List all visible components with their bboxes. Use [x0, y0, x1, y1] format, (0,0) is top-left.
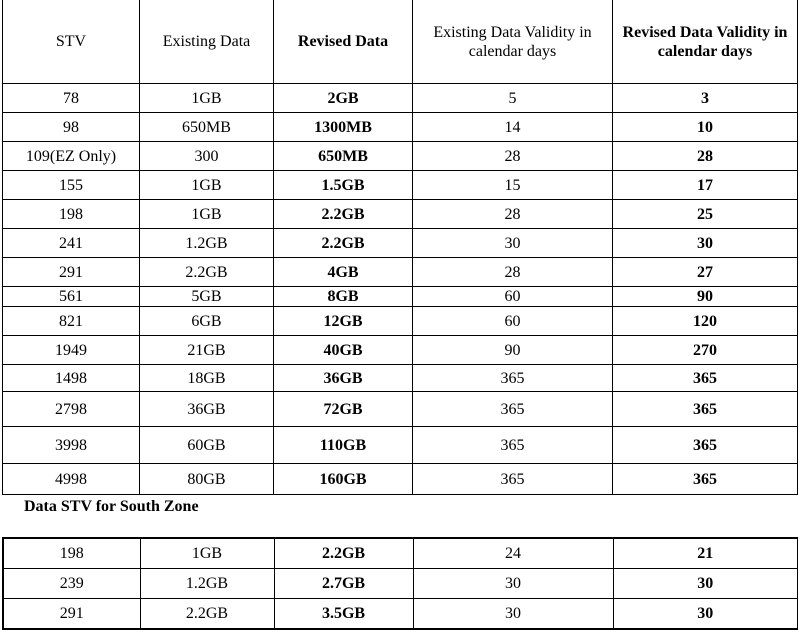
revised-validity-cell: 10	[613, 113, 798, 142]
stv-cell: 198	[3, 200, 140, 229]
revised-data-cell: 650MB	[274, 142, 413, 171]
existing-validity-cell: 365	[413, 464, 613, 495]
stv-cell: 98	[3, 113, 140, 142]
existing-validity-cell: 30	[413, 229, 613, 258]
table-row	[3, 287, 798, 307]
existing-data-cell: 21GB	[140, 336, 274, 365]
revised-data-cell: 2.2GB	[274, 538, 413, 569]
existing-data-cell: 650MB	[140, 113, 274, 142]
existing-data-cell: 36GB	[140, 392, 274, 427]
existing-data-cell: 1GB	[140, 200, 274, 229]
revised-data-cell: 40GB	[274, 336, 413, 365]
existing-validity-cell: 24	[413, 538, 613, 569]
stv-cell: 4998	[3, 464, 140, 495]
stv-cell: 3998	[3, 427, 140, 464]
revised-validity-cell: 120	[613, 307, 798, 336]
table-row	[3, 336, 798, 365]
revised-data-cell: 8GB	[274, 287, 413, 307]
existing-data-cell: 300	[140, 142, 274, 171]
revised-data-cell: 12GB	[274, 307, 413, 336]
revised-validity-cell: 30	[613, 599, 798, 630]
revised-validity-cell: 28	[613, 142, 798, 171]
header-revised-data: Revised Data	[274, 0, 413, 84]
revised-validity-cell: 17	[613, 171, 798, 200]
stv-cell: 239	[3, 569, 140, 599]
table-row	[3, 307, 798, 336]
existing-validity-cell: 14	[413, 113, 613, 142]
revised-validity-cell: 365	[613, 392, 798, 427]
revised-data-cell: 1.5GB	[274, 171, 413, 200]
revised-validity-cell: 3	[613, 84, 798, 113]
header-stv: STV	[3, 0, 140, 84]
table-row	[3, 599, 798, 630]
table-row	[3, 200, 798, 229]
stv-cell: 2798	[3, 392, 140, 427]
table-row	[3, 392, 798, 427]
existing-data-cell: 1.2GB	[140, 229, 274, 258]
existing-validity-cell: 28	[413, 258, 613, 287]
existing-validity-cell: 90	[413, 336, 613, 365]
stv-cell: 78	[3, 84, 140, 113]
revised-validity-cell: 27	[613, 258, 798, 287]
revised-validity-cell: 365	[613, 464, 798, 495]
table-row	[3, 229, 798, 258]
revised-data-cell: 110GB	[274, 427, 413, 464]
table-row	[3, 258, 798, 287]
revised-data-cell: 3.5GB	[274, 599, 413, 630]
south-zone-table	[2, 537, 798, 630]
existing-validity-cell: 28	[413, 200, 613, 229]
existing-validity-cell: 365	[413, 427, 613, 464]
table-row	[3, 142, 798, 171]
header-existing-data: Existing Data	[140, 0, 274, 84]
stv-cell: 561	[3, 287, 140, 307]
stv-cell: 291	[3, 599, 140, 630]
revised-data-cell: 1300MB	[274, 113, 413, 142]
stv-cell: 291	[3, 258, 140, 287]
table-row	[3, 569, 798, 599]
header-row	[3, 0, 798, 84]
stv-cell: 1949	[3, 336, 140, 365]
existing-data-cell: 1GB	[140, 84, 274, 113]
existing-data-cell: 1GB	[140, 538, 274, 569]
table-row	[3, 84, 798, 113]
existing-data-cell: 2.2GB	[140, 599, 274, 630]
revised-validity-cell: 30	[613, 229, 798, 258]
revised-data-cell: 160GB	[274, 464, 413, 495]
existing-validity-cell: 5	[413, 84, 613, 113]
existing-data-cell: 2.2GB	[140, 258, 274, 287]
header-existing-validity: Existing Data Validity in calendar days	[413, 0, 613, 84]
existing-data-cell: 1GB	[140, 171, 274, 200]
table-row	[3, 113, 798, 142]
stv-cell: 821	[3, 307, 140, 336]
revised-data-cell: 2GB	[274, 84, 413, 113]
existing-validity-cell: 60	[413, 307, 613, 336]
existing-validity-cell: 30	[413, 569, 613, 599]
existing-validity-cell: 30	[413, 599, 613, 630]
revised-validity-cell: 270	[613, 336, 798, 365]
stv-data-table	[2, 0, 798, 495]
stv-cell: 109(EZ Only)	[3, 142, 140, 171]
revised-data-cell: 4GB	[274, 258, 413, 287]
table-row	[3, 365, 798, 392]
revised-data-cell: 2.2GB	[274, 200, 413, 229]
stv-cell: 1498	[3, 365, 140, 392]
table-row	[3, 171, 798, 200]
revised-validity-cell: 21	[613, 538, 798, 569]
revised-data-cell: 2.7GB	[274, 569, 413, 599]
revised-data-cell: 2.2GB	[274, 229, 413, 258]
existing-data-cell: 80GB	[140, 464, 274, 495]
existing-data-cell: 18GB	[140, 365, 274, 392]
existing-validity-cell: 60	[413, 287, 613, 307]
stv-cell: 198	[3, 538, 140, 569]
section-heading: Data STV for South Zone	[24, 498, 199, 515]
stv-cell: 241	[3, 229, 140, 258]
table-row	[3, 427, 798, 464]
revised-validity-cell: 25	[613, 200, 798, 229]
table-row	[3, 538, 798, 569]
header-revised-validity: Revised Data Validity in calendar days	[613, 0, 798, 84]
revised-validity-cell: 30	[613, 569, 798, 599]
revised-validity-cell: 90	[613, 287, 798, 307]
existing-validity-cell: 365	[413, 365, 613, 392]
existing-validity-cell: 365	[413, 392, 613, 427]
revised-data-cell: 36GB	[274, 365, 413, 392]
revised-validity-cell: 365	[613, 427, 798, 464]
revised-validity-cell: 365	[613, 365, 798, 392]
existing-data-cell: 5GB	[140, 287, 274, 307]
table-row	[3, 464, 798, 495]
stv-cell: 155	[3, 171, 140, 200]
existing-validity-cell: 28	[413, 142, 613, 171]
revised-data-cell: 72GB	[274, 392, 413, 427]
existing-validity-cell: 15	[413, 171, 613, 200]
existing-data-cell: 1.2GB	[140, 569, 274, 599]
existing-data-cell: 6GB	[140, 307, 274, 336]
existing-data-cell: 60GB	[140, 427, 274, 464]
